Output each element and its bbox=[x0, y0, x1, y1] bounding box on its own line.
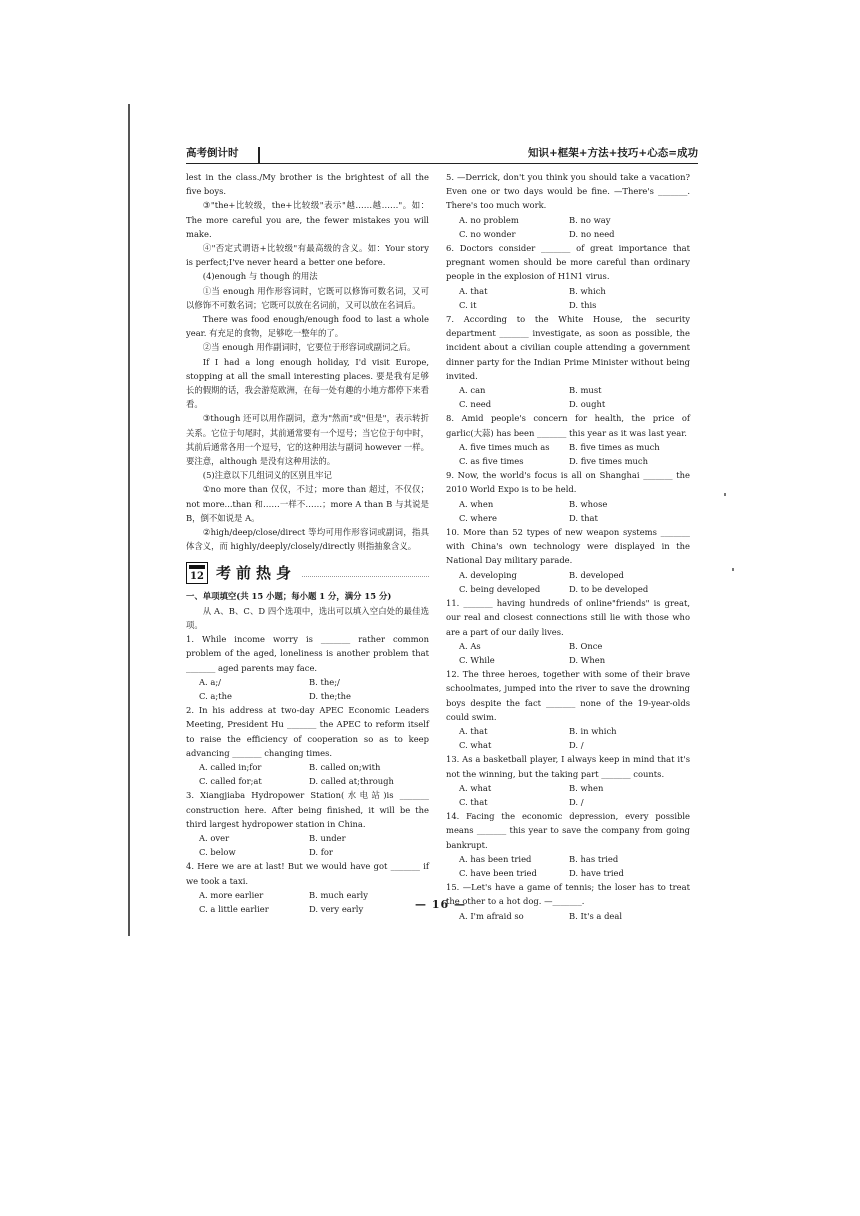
option: D. have tried bbox=[569, 867, 624, 878]
option-group bbox=[186, 831, 429, 859]
note-paragraph: ②当 enough 用作副词时，它要位于形容词或副词之后。 bbox=[202, 342, 416, 353]
option: D. to be developed bbox=[569, 583, 649, 594]
option: C. have been tried bbox=[459, 867, 537, 878]
option-group bbox=[446, 497, 690, 525]
right-column bbox=[446, 170, 690, 923]
question bbox=[446, 411, 690, 468]
question-stem: 13. As a basketball player, I always keep in mind that it's not the winning, but the taking part _______ counts. bbox=[446, 754, 690, 779]
scan-speck bbox=[724, 493, 726, 496]
option: D. for bbox=[309, 847, 333, 858]
option: C. below bbox=[199, 847, 236, 858]
option: A. five times much as bbox=[459, 441, 550, 452]
option: C. While bbox=[459, 654, 495, 665]
question bbox=[446, 312, 690, 411]
note-paragraph: ③though 还可以用作副词，意为"然而"或"但是"，表示转折关系。它位于句尾时，其前通常要有一个逗号；当它位于句中时，其前后通常各用一个逗号，它的这种用法与副词 however 一样。要注意，although 是没有这种用法的。 bbox=[186, 413, 429, 467]
option: C. that bbox=[459, 796, 488, 807]
option-group bbox=[446, 284, 690, 312]
option: B. when bbox=[569, 782, 604, 793]
question bbox=[186, 788, 429, 859]
option: D. five times much bbox=[569, 456, 648, 467]
option: D. ought bbox=[569, 399, 606, 410]
option: C. as five times bbox=[459, 456, 524, 467]
note-paragraph: ②high/deep/close/direct 等均可用作形容词或副词，指具体含义，而 highly/deeply/closely/directly 则指抽象含义。 bbox=[186, 527, 429, 552]
question bbox=[446, 880, 690, 923]
option: C. where bbox=[459, 512, 497, 523]
question bbox=[186, 632, 429, 703]
question bbox=[446, 809, 690, 880]
note-paragraph: ①no more than 仅仅，不过；more than 超过，不仅仅；not more...than 和……一样不……；more A than B 与其说是 B，倒不如说是 A。 bbox=[186, 484, 429, 523]
section-banner bbox=[186, 562, 429, 584]
option: B. under bbox=[309, 832, 346, 843]
question-stem: 10. More than 52 types of new weapon systems _______ with China's own technology were displayed in the National Day military parade. bbox=[446, 527, 690, 566]
question bbox=[186, 859, 429, 916]
section-title: 考前热身 bbox=[216, 564, 297, 583]
option: D. no need bbox=[569, 228, 615, 239]
note-subheading: (5)注意以下几组词义的区别且牢记 bbox=[202, 470, 332, 481]
option: A. what bbox=[459, 782, 492, 793]
option: A. has been tried bbox=[459, 853, 532, 864]
option: D. called at;through bbox=[309, 776, 394, 787]
option: A. called in;for bbox=[199, 761, 262, 772]
option: A. developing bbox=[459, 569, 517, 580]
option: C. no wonder bbox=[459, 228, 516, 239]
header-divider bbox=[258, 147, 260, 163]
option-group bbox=[186, 760, 429, 788]
note-paragraph: lest in the class./My brother is the brightest of all the five boys. bbox=[186, 172, 429, 197]
option: C. a little earlier bbox=[199, 903, 269, 914]
option: A. that bbox=[459, 285, 488, 296]
option: C. what bbox=[459, 740, 492, 751]
left-column bbox=[186, 170, 429, 916]
option: B. which bbox=[569, 285, 606, 296]
question-stem: 15. —Let's have a game of tennis; the loser has to treat the other to a hot dog. —_______. bbox=[446, 882, 690, 907]
question-stem: 3. Xiangjiaba Hydropower Station(水电站)is _______ construction here. After being finished, it will be the third largest hydropower station in China. bbox=[186, 790, 429, 829]
page-header bbox=[186, 143, 698, 164]
calendar-icon bbox=[186, 562, 208, 584]
question-stem: 7. According to the White House, the security department _______ investigate, as soon as possible, the incident about a civilian couple attending a government dinner party for the Indian Prime Minister without being invited. bbox=[446, 314, 690, 381]
question-stem: 9. Now, the world's focus is all on Shanghai _______ the 2010 World Expo is to be held. bbox=[446, 470, 690, 495]
option: A. no problem bbox=[459, 214, 519, 225]
option: B. the;/ bbox=[309, 676, 340, 687]
option: A. As bbox=[459, 640, 481, 651]
page-number: — 16 — bbox=[415, 898, 466, 911]
section-rule bbox=[302, 576, 429, 577]
question bbox=[446, 596, 690, 667]
question bbox=[446, 170, 690, 241]
option: A. when bbox=[459, 498, 494, 509]
question-stem: 11. _______ having hundreds of online"friends" is great, our real and closest connections still lie with those who are a part of our daily lives. bbox=[446, 598, 690, 637]
question-stem: 2. In his address at two-day APEC Economic Leaders Meeting, President Hu _______ the APEC to reform itself to raise the efficiency of cooperation so as to keep advancing _______ changing times. bbox=[186, 705, 429, 758]
option: B. Once bbox=[569, 640, 603, 651]
option: B. in which bbox=[569, 725, 617, 736]
question-stem: 5. —Derrick, don't you think you should take a vacation? Even one or two days would be fine. —There's _______. There's too much work. bbox=[446, 172, 690, 211]
question-stem: 12. The three heroes, together with some of their brave schoolmates, jumped into the river to save the drowning boys despite the fact _______ none of the 19-year-olds could swim. bbox=[446, 669, 690, 722]
question bbox=[446, 525, 690, 596]
option: B. whose bbox=[569, 498, 608, 509]
option-group bbox=[186, 888, 429, 916]
header-slogan: 知识+框架+方法+技巧+心态=成功 bbox=[528, 147, 698, 159]
option: D. that bbox=[569, 512, 598, 523]
option-group bbox=[186, 675, 429, 703]
option: B. much early bbox=[309, 889, 368, 900]
option-group bbox=[446, 724, 690, 752]
option: C. called for;at bbox=[199, 776, 262, 787]
option: B. called on;with bbox=[309, 761, 381, 772]
option: A. that bbox=[459, 725, 488, 736]
option: B. developed bbox=[569, 569, 624, 580]
question-stem: 1. While income worry is _______ rather common problem of the aged, loneliness is another problem that _______ aged parents may face. bbox=[186, 634, 429, 673]
question-stem: 4. Here we are at last! But we would have got _______ if we took a taxi. bbox=[186, 861, 429, 886]
option: B. has tried bbox=[569, 853, 619, 864]
option: C. being developed bbox=[459, 583, 541, 594]
question-stem: 14. Facing the economic depression, every possible means _______ this year to save the company from going bankrupt. bbox=[446, 811, 690, 850]
question bbox=[446, 667, 690, 752]
option: D. the;the bbox=[309, 690, 351, 701]
option-group bbox=[446, 909, 690, 923]
question bbox=[446, 468, 690, 525]
option: B. five times as much bbox=[569, 441, 660, 452]
option: A. I'm afraid so bbox=[459, 910, 524, 921]
option: B. no way bbox=[569, 214, 611, 225]
scan-speck bbox=[732, 568, 734, 571]
option: D. very early bbox=[309, 903, 364, 914]
option-group bbox=[446, 440, 690, 468]
note-paragraph: ④"否定式谓语+比较级"有最高级的含义。如：Your story is perfect;I've never heard a better one before. bbox=[186, 243, 429, 268]
option: A. a;/ bbox=[199, 676, 222, 687]
question-stem: 8. Amid people's concern for health, the price of garlic(大蒜) has been _______ this year as it was last year. bbox=[446, 413, 690, 438]
section-number: 12 bbox=[190, 571, 204, 583]
note-example: If I had a long enough holiday, I'd visit Europe, stopping at all the small interesting places. 要是我有足够长的假期的话，我会游览欧洲，在每一处有趣的小地方都停下来看看。 bbox=[186, 356, 429, 410]
option-group bbox=[446, 639, 690, 667]
note-example: There was food enough/enough food to last a whole year. 有充足的食物，足够吃一整年的了。 bbox=[186, 314, 429, 339]
option-group bbox=[446, 852, 690, 880]
note-subheading: (4)enough 与 though 的用法 bbox=[202, 271, 318, 282]
question bbox=[446, 752, 690, 809]
option: C. a;the bbox=[199, 690, 232, 701]
note-paragraph: ③"the+比较级，the+比较级"表示"越……越……"。如：The more careful you are, the fewer mistakes you will make. bbox=[186, 200, 429, 239]
option: A. over bbox=[199, 832, 230, 843]
note-paragraph: ①当 enough 用作形容词时，它既可以修饰可数名词，又可以修饰不可数名词；它既可以放在名词前，又可以放在名词后。 bbox=[186, 285, 429, 310]
option: B. It's a deal bbox=[569, 910, 623, 921]
option-group bbox=[446, 383, 690, 411]
question bbox=[186, 703, 429, 788]
option: A. more earlier bbox=[199, 889, 264, 900]
option: B. must bbox=[569, 385, 602, 396]
option: D. When bbox=[569, 654, 606, 665]
question bbox=[446, 241, 690, 312]
scan-border-line bbox=[128, 104, 130, 936]
option-group bbox=[446, 568, 690, 596]
option-group bbox=[446, 213, 690, 241]
part-heading: 一、单项填空(共 15 小题；每小题 1 分，满分 15 分) bbox=[186, 591, 392, 602]
option-group bbox=[446, 781, 690, 809]
option: C. need bbox=[459, 399, 492, 410]
option: A. can bbox=[459, 385, 486, 396]
option: C. it bbox=[459, 299, 477, 310]
option: D. this bbox=[569, 299, 597, 310]
option: D. / bbox=[569, 740, 584, 751]
question-stem: 6. Doctors consider _______ of great importance that pregnant women should be more careful than ordinary people in the explosion of H1N1 virus. bbox=[446, 243, 690, 282]
part-instruction: 从 A、B、C、D 四个选项中，选出可以填入空白处的最佳选项。 bbox=[186, 605, 429, 630]
header-title: 高考倒计时 bbox=[186, 147, 239, 159]
option: D. / bbox=[569, 796, 584, 807]
